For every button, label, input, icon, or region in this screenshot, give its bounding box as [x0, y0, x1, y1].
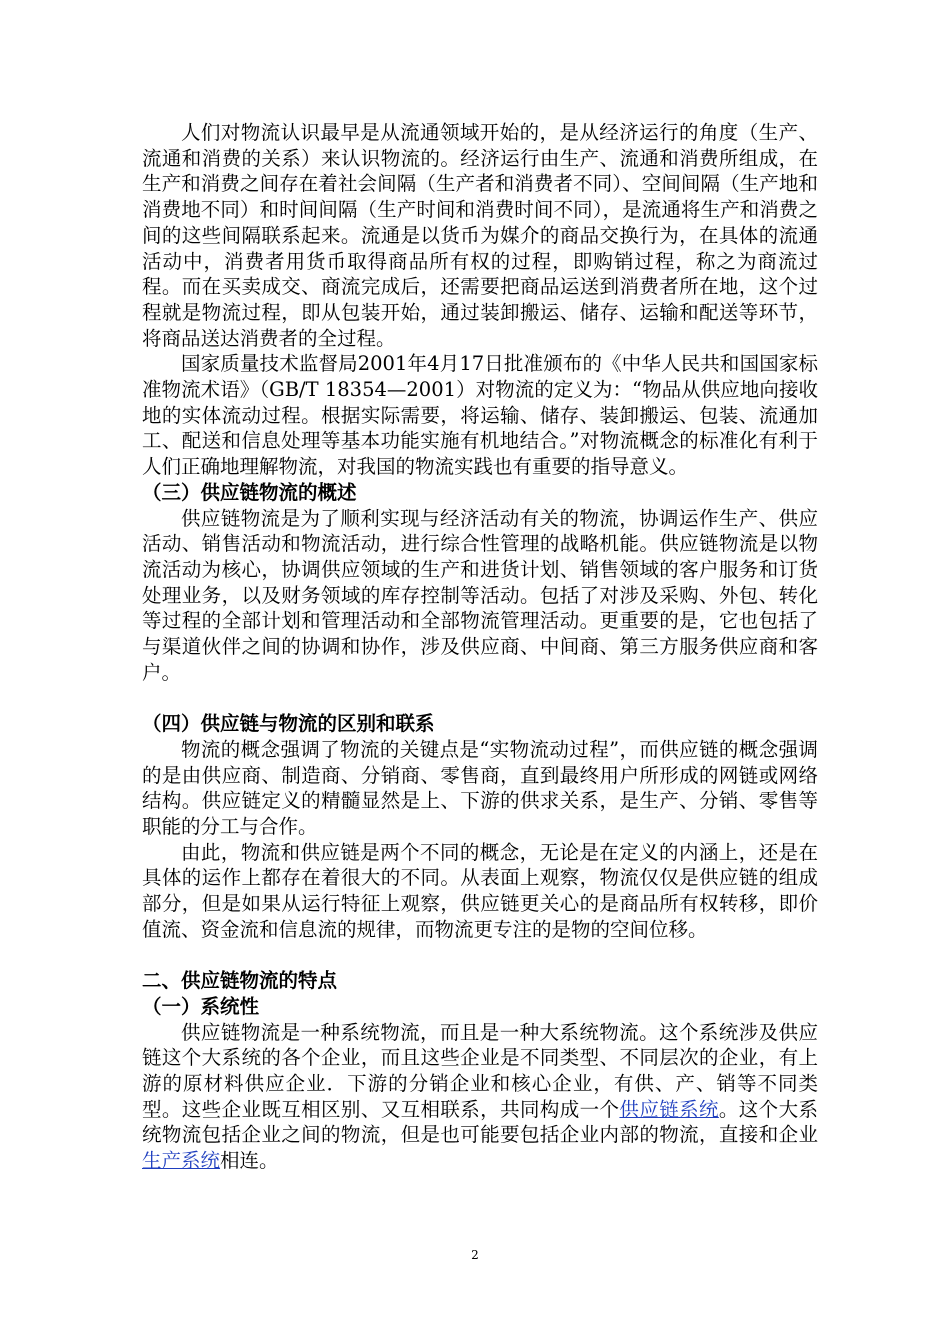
paragraph-logistics-concept: 物流的概念强调了物流的关键点是“实物流动过程”，而供应链的概念强调的是由供应商、制造商、分销商、零售商，直到最终用户所形成的网链或网络结构。供应链定义的精髓显然是上、下游的供求关系，是生产、分销、零售等职能的分工与合作。 [142, 737, 818, 838]
blank-line [142, 685, 818, 711]
supply-chain-system-link[interactable]: 供应链系统 [619, 1097, 719, 1121]
paragraph-difference: 由此，物流和供应链是两个不同的概念，无论是在定义的内涵上，还是在具体的运作上都存在着很大的不同。从表面上观察，物流仅仅是供应链的组成部分，但是如果从运行特征上观察，供应链更关心的是商品所有权转移，即价值流、资金流和信息流的规律，而物流更专注的是物的空间位移。 [142, 840, 818, 941]
document-body [142, 120, 818, 1174]
paragraph-systematic [142, 1020, 818, 1174]
heading-supply-chain-logistics-overview: （三）供应链物流的概述 [142, 480, 357, 504]
paragraph-supply-chain-logistics: 供应链物流是为了顺利实现与经济活动有关的物流，协调运作生产、供应活动、销售活动和物流活动，进行综合性管理的战略机能。供应链物流是以物流活动为核心，协调供应领域的生产和进货计划、销售领域的客户服务和订货处理业务，以及财务领域的库存控制等活动。包括了对涉及采购、外包、转化等过程的全部计划和管理活动和全部物流管理活动。更重要的是，它也包括了与渠道伙伴之间的协调和协作，涉及供应商、中间商、第三方服务供应商和客户。 [142, 506, 818, 684]
paragraph-text: 相连。 [220, 1149, 279, 1173]
blank-line [142, 942, 818, 968]
page-number: 2 [471, 1248, 479, 1262]
paragraph-national-standard: 国家质量技术监督局2001年4月17日批准颁布的《中华人民共和国国家标准物流术语》（GB/T 18354—2001）对物流的定义为：“物品从供应地向接收地的实体流动过程。根据实际需要，将运输、储存、装卸搬运、包装、流通加工、配送和信息处理等基本功能实施有机地结合。”对物流概念的标准化有利于人们正确地理解物流，对我国的物流实践也有重要的指导意义。 [142, 352, 818, 479]
heading-section-two: 二、供应链物流的特点 [142, 969, 338, 993]
production-system-link[interactable]: 生产系统 [142, 1149, 221, 1173]
paragraph-text: 。这个大系统物流包括企业之间的物流，但是也可能要包括企业内部的物流，直接和企业 [142, 1097, 818, 1147]
paragraph-text: 供应链物流是一种系统物流，而且是一种大系统物流。这个系统涉及供应链这个大系统的各个企业，而且这些企业是不同类型、不同层次的企业，有上游的原材料供应企业．下游的分销企业和核心企业，有供、产、销等不同类型。这些企业既互相区别、又互相联系，共同构成一个 [142, 1020, 818, 1121]
heading-difference-and-relation: （四）供应链与物流的区别和联系 [142, 712, 435, 736]
heading-systematic: （一）系统性 [142, 994, 260, 1018]
paragraph-logistics-origin: 人们对物流认识最早是从流通领域开始的，是从经济运行的角度（生产、流通和消费的关系）来认识物流的。经济运行由生产、流通和消费所组成，在生产和消费之间存在着社会间隔（生产者和消费者不同）、空间间隔（生产地和消费地不同）和时间间隔（生产时间和消费时间不同），是流通将生产和消费之间的这些间隔联系起来。流通是以货币为媒介的商品交换行为，在具体的流通活动中，消费者用货币取得商品所有权的过程，即购销过程，称之为商流过程。而在买卖成交、商流完成后，还需要把商品运送到消费者所在地，这个过程就是物流过程，即从包装开始，通过装卸搬运、储存、运输和配送等环节，将商品送达消费者的全过程。 [142, 121, 818, 350]
